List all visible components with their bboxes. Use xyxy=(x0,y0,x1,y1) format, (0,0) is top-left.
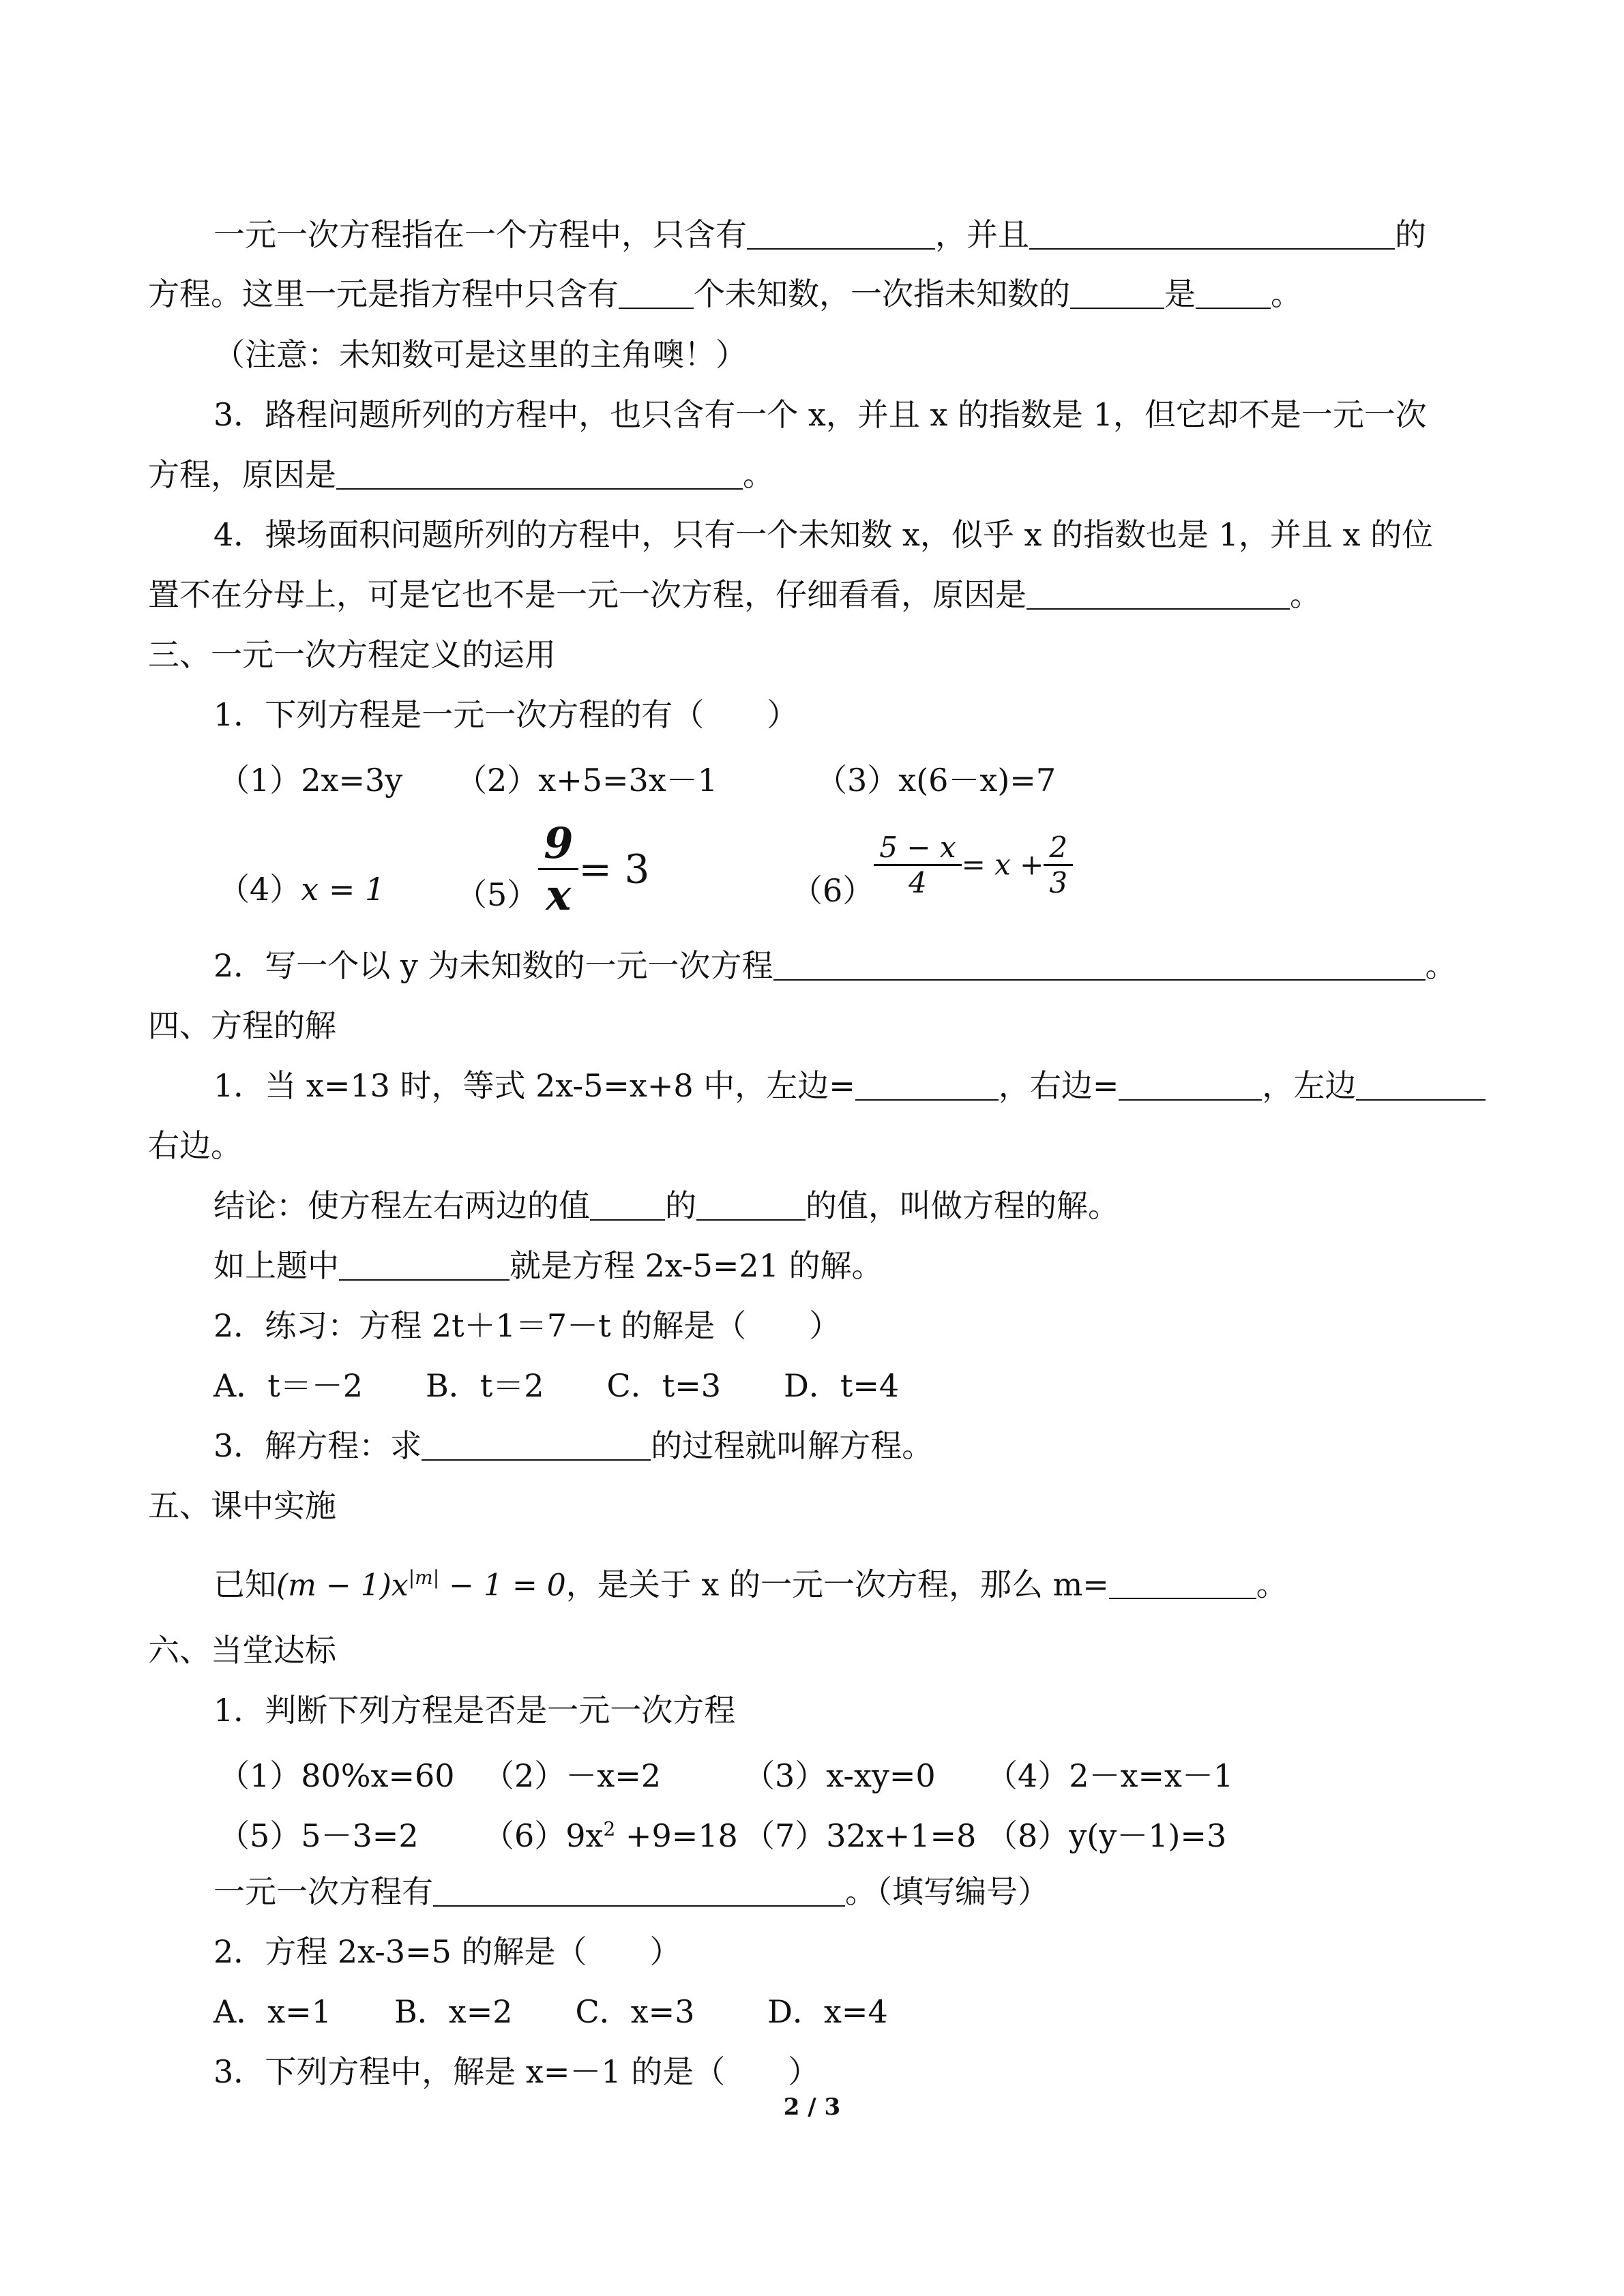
text: 。 xyxy=(743,456,774,493)
blank xyxy=(696,1188,806,1221)
blank xyxy=(590,1188,665,1221)
option-2: （2）x+5=3x－1 xyxy=(456,762,718,799)
judge-option-8: （8）y(y－1)=3 xyxy=(986,1817,1227,1854)
text: 一元一次方程指在一个方程中，只含有 xyxy=(213,216,747,253)
blank xyxy=(422,1428,651,1461)
blank xyxy=(1029,217,1395,250)
section-6-question-2-options: A．x=1 B．x=2 C．x=3 D．x=4 xyxy=(213,1993,888,2030)
option-3: （3）x(6－x)=7 xyxy=(816,762,1057,799)
blank xyxy=(1356,1068,1486,1101)
text: 一元一次方程有 xyxy=(213,1873,433,1910)
fraction-numerator: 2 xyxy=(1044,831,1073,866)
judge-option-2: （2）－x=2 xyxy=(483,1757,662,1794)
option-label: （4） xyxy=(218,871,301,908)
exponent: |m| xyxy=(408,1566,440,1589)
text: 是 xyxy=(1164,275,1196,312)
note-line: （注意：未知数可是这里的主角噢！） xyxy=(213,336,747,373)
section-6-answer-line xyxy=(213,1871,1544,1912)
section-4-question-2: 2．练习：方程 2t＋1＝7－t 的解是（ ） xyxy=(213,1307,841,1344)
option-5 xyxy=(456,818,649,920)
section-3-title: 三、一元一次方程定义的运用 xyxy=(148,636,556,673)
section-5-problem xyxy=(213,1557,1544,1606)
section-4-question-1 xyxy=(213,1065,1544,1106)
text: 方程。这里一元是指方程中只含有 xyxy=(148,275,619,312)
exponent: 2 xyxy=(603,1817,616,1840)
text: 的 xyxy=(1395,216,1426,253)
section-4-question-2-options: A．t＝－2 B．t＝2 C．t=3 D．t=4 xyxy=(213,1367,900,1404)
text: 结论：使方程左右两边的值 xyxy=(213,1187,590,1224)
text: 。 xyxy=(1256,1566,1288,1603)
text: 2．写一个以 y 为未知数的一元一次方程 xyxy=(213,947,773,984)
blank xyxy=(336,457,743,490)
math-expression: = x + xyxy=(961,848,1044,882)
text: 的 xyxy=(665,1187,696,1224)
option-6 xyxy=(791,818,1073,911)
judge-option-1: （1）80%x=60 xyxy=(218,1757,455,1794)
text: 。 xyxy=(1290,576,1321,613)
text: ，左边 xyxy=(1262,1067,1357,1104)
section-6-question-2: 2．方程 2x-3=5 的解是（ ） xyxy=(213,1933,681,1970)
definition-line-1 xyxy=(213,214,1544,255)
blank xyxy=(1070,276,1164,309)
question-4-line-1: 4．操场面积问题所列的方程中，只有一个未知数 x，似乎 x 的指数也是 1，并且 x 的位 xyxy=(213,516,1434,553)
question-3-line-1: 3．路程问题所列的方程中，也只含有一个 x，并且 x 的指数是 1，但它却不是一元一次 xyxy=(213,396,1427,433)
blank xyxy=(773,948,1426,981)
blank xyxy=(1109,1566,1256,1599)
blank xyxy=(1196,276,1271,309)
question-4-line-2 xyxy=(148,574,1478,615)
text: ，并且 xyxy=(935,216,1029,253)
text: 就是方程 2x-5=21 的解。 xyxy=(510,1247,883,1284)
fraction-denominator: 3 xyxy=(1049,865,1068,899)
question-3-line-2 xyxy=(148,454,1478,495)
text: 置不在分母上，可是它也不是一元一次方程，仔细看看，原因是 xyxy=(148,576,1027,613)
text: 3．解方程：求 xyxy=(213,1427,422,1464)
text: 已知 xyxy=(213,1566,276,1603)
section-3-question-1: 1．下列方程是一元一次方程的有（ ） xyxy=(213,696,799,733)
judge-option-6 xyxy=(483,1811,738,1856)
conclusion-line xyxy=(213,1185,1544,1226)
option-1: （1）2x=3y xyxy=(218,762,403,799)
text: 。 xyxy=(1425,947,1457,984)
judge-option-5: （5）5－3=2 xyxy=(218,1817,419,1854)
page-number: 2 / 3 xyxy=(783,2093,841,2121)
text: 1．当 x=13 时，等式 2x-5=x+8 中，左边= xyxy=(213,1067,855,1104)
text: 。 xyxy=(1271,275,1302,312)
blank xyxy=(339,1248,510,1281)
blank xyxy=(747,217,935,250)
blank xyxy=(433,1874,845,1907)
section-5-title: 五、课中实施 xyxy=(148,1487,336,1524)
option-4 xyxy=(218,865,385,910)
option-label: （5） xyxy=(456,876,539,913)
text: 的值，叫做方程的解。 xyxy=(806,1187,1119,1224)
text: 。（填写编号） xyxy=(845,1873,1049,1910)
math-expression: x = 1 xyxy=(301,871,385,908)
section-6-question-1: 1．判断下列方程是否是一元一次方程 xyxy=(213,1692,736,1729)
text: 的过程就叫解方程。 xyxy=(651,1427,934,1464)
text: ，右边= xyxy=(998,1067,1119,1104)
text: 个未知数，一次指未知数的 xyxy=(694,275,1070,312)
fraction xyxy=(1044,831,1073,899)
section-4-question-3 xyxy=(213,1425,1544,1466)
section-6-title: 六、当堂达标 xyxy=(148,1632,336,1669)
text: +9=18 xyxy=(615,1817,738,1854)
fraction-denominator: x xyxy=(546,870,572,920)
judge-option-7: （7）32x+1=8 xyxy=(743,1817,977,1854)
math-expression: − 1 = 0 xyxy=(439,1568,566,1603)
section-6-question-3: 3．下列方程中，解是 x=－1 的是（ ） xyxy=(213,2053,820,2090)
option-label: （6） xyxy=(791,872,874,909)
fraction-numerator: 9 xyxy=(538,818,578,870)
text: ，是关于 x 的一元一次方程，那么 m= xyxy=(565,1566,1109,1603)
text: （6）9x xyxy=(483,1817,604,1854)
section-3-question-2 xyxy=(213,945,1544,986)
blank xyxy=(1027,577,1290,610)
text: 如上题中 xyxy=(213,1247,339,1284)
text: 方程，原因是 xyxy=(148,456,336,493)
section-4-question-1-cont: 右边。 xyxy=(148,1127,242,1164)
blank xyxy=(619,276,694,309)
blank xyxy=(855,1068,999,1101)
math-expression: = 3 xyxy=(578,846,650,893)
judge-option-4: （4）2－x=x－1 xyxy=(986,1757,1234,1794)
math-expression: (m − 1)x xyxy=(276,1568,409,1603)
judge-option-3: （3）x-xy=0 xyxy=(743,1757,936,1794)
example-line xyxy=(213,1245,1544,1286)
fraction xyxy=(538,818,578,920)
fraction-denominator: 4 xyxy=(909,865,927,899)
definition-line-2 xyxy=(148,273,1478,314)
fraction-numerator: 5 − x xyxy=(874,831,961,866)
blank xyxy=(1119,1068,1262,1101)
fraction xyxy=(874,831,961,899)
section-4-title: 四、方程的解 xyxy=(148,1007,336,1044)
